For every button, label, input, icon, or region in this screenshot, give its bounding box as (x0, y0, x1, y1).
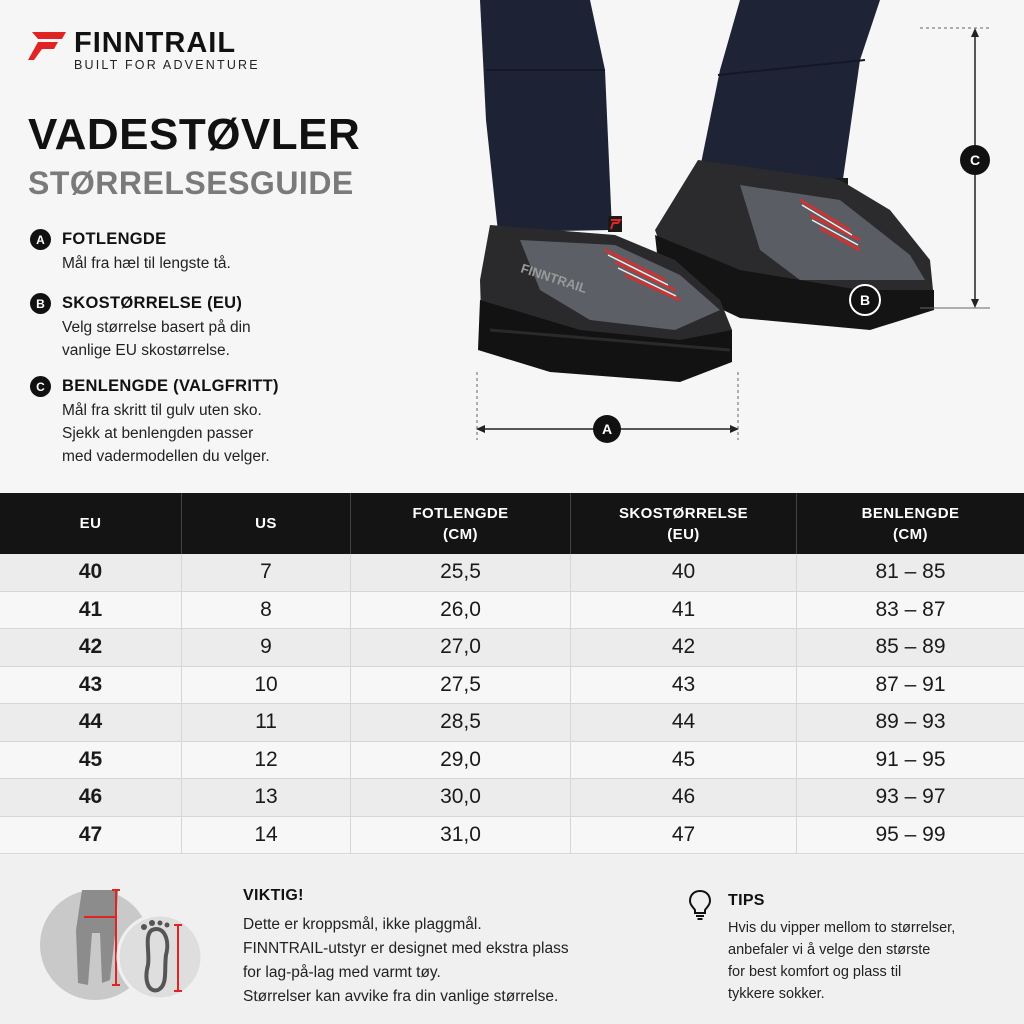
cell-leg-length: 91 – 95 (797, 742, 1024, 780)
table-row (0, 817, 1024, 855)
cell-shoe-size: 42 (571, 629, 797, 667)
important-text: Dette er kroppsmål, ikke plaggmål. FINNTRAIL-utstyr er designet med ekstra plass for lag-på-lag med varmt tøy. Størrelser kan avvike fra din vanlige størrelse. (243, 916, 569, 1005)
guide-label: SKOSTØRRELSE (EU) (62, 294, 243, 312)
cell-us: 13 (182, 779, 351, 817)
cell-us: 11 (182, 704, 351, 742)
cell-shoe-size: 41 (571, 592, 797, 630)
cell-shoe-size: 44 (571, 704, 797, 742)
guide-item-leg-length (30, 376, 360, 468)
marker-a: A (601, 421, 613, 437)
badge-a: A (30, 229, 51, 250)
cell-us: 10 (182, 667, 351, 705)
header-foot-length: FOTLENGDE (CM) (351, 493, 571, 554)
table-row (0, 779, 1024, 817)
cell-us: 14 (182, 817, 351, 855)
cell-shoe-size: 43 (571, 667, 797, 705)
cell-foot-length: 27,5 (351, 667, 571, 705)
cell-eu: 47 (0, 817, 182, 855)
cell-eu: 41 (0, 592, 182, 630)
tips-title: TIPS (728, 892, 765, 909)
table-row (0, 742, 1024, 780)
guide-description: Mål fra skritt til gulv uten sko. Sjekk at benlengden passer med vadermodellen du velger. (62, 402, 270, 465)
cell-foot-length: 26,0 (351, 592, 571, 630)
cell-foot-length: 29,0 (351, 742, 571, 780)
cell-foot-length: 30,0 (351, 779, 571, 817)
cell-leg-length: 87 – 91 (797, 667, 1024, 705)
page-title: VADESTØVLER (28, 110, 361, 159)
guide-item-shoe-size (30, 293, 360, 362)
cell-foot-length: 27,0 (351, 629, 571, 667)
size-table (0, 493, 1024, 854)
cell-eu: 42 (0, 629, 182, 667)
cell-shoe-size: 46 (571, 779, 797, 817)
tips-text: Hvis du vipper mellom to størrelser, anbefaler vi å velge den største for best komfort og plass til tykkere sokker. (728, 920, 956, 1002)
guide-label: BENLENGDE (VALGFRITT) (62, 377, 279, 395)
table-row (0, 592, 1024, 630)
cell-shoe-size: 40 (571, 554, 797, 592)
body-and-foot-measurement-icon (40, 885, 210, 1005)
table-row (0, 667, 1024, 705)
notes-section (0, 855, 1024, 1024)
guide-item-foot-length (30, 229, 360, 275)
cell-leg-length: 95 – 99 (797, 817, 1024, 855)
brand-tagline: BUILT FOR ADVENTURE (74, 58, 260, 72)
marker-b: B (859, 292, 871, 308)
brand-name: FINNTRAIL (74, 27, 237, 59)
table-row (0, 629, 1024, 667)
marker-c: C (969, 152, 981, 168)
cell-us: 9 (182, 629, 351, 667)
cell-leg-length: 89 – 93 (797, 704, 1024, 742)
boots-measurement-illustration (440, 0, 1024, 460)
cell-shoe-size: 47 (571, 817, 797, 855)
table-header (0, 493, 1024, 554)
finntrail-f-icon (28, 30, 68, 62)
header-us: US (182, 493, 351, 554)
cell-us: 7 (182, 554, 351, 592)
boot-logo-text: FINNTRAIL (519, 260, 589, 297)
header-leg-length: BENLENGDE (CM) (861, 504, 960, 543)
table-body (0, 554, 1024, 854)
cell-eu: 46 (0, 779, 182, 817)
cell-leg-length: 93 – 97 (797, 779, 1024, 817)
cell-eu: 43 (0, 667, 182, 705)
guide-description: Mål fra hæl til lengste tå. (62, 255, 231, 272)
cell-leg-length: 81 – 85 (797, 554, 1024, 592)
cell-us: 12 (182, 742, 351, 780)
header-eu: EU (0, 493, 182, 554)
top-section (0, 0, 1024, 493)
cell-foot-length: 25,5 (351, 554, 571, 592)
badge-c: C (30, 376, 51, 397)
table-row (0, 704, 1024, 742)
guide-description: Velg størrelse basert på din vanlige EU skostørrelse. (62, 319, 251, 359)
table-row (0, 554, 1024, 592)
cell-leg-length: 83 – 87 (797, 592, 1024, 630)
cell-leg-length: 85 – 89 (797, 629, 1024, 667)
badge-b: B (30, 293, 51, 314)
brand-logo (28, 27, 260, 72)
cell-shoe-size: 45 (571, 742, 797, 780)
cell-foot-length: 28,5 (351, 704, 571, 742)
cell-eu: 45 (0, 742, 182, 780)
header-shoe-size: SKOSTØRRELSE (EU) (571, 493, 797, 554)
cell-eu: 44 (0, 704, 182, 742)
important-title: VIKTIG! (243, 887, 304, 904)
cell-eu: 40 (0, 554, 182, 592)
lightbulb-icon (688, 889, 712, 921)
cell-us: 8 (182, 592, 351, 630)
page-subtitle: STØRRELSESGUIDE (28, 165, 354, 201)
guide-label: FOTLENGDE (62, 230, 167, 248)
cell-foot-length: 31,0 (351, 817, 571, 855)
